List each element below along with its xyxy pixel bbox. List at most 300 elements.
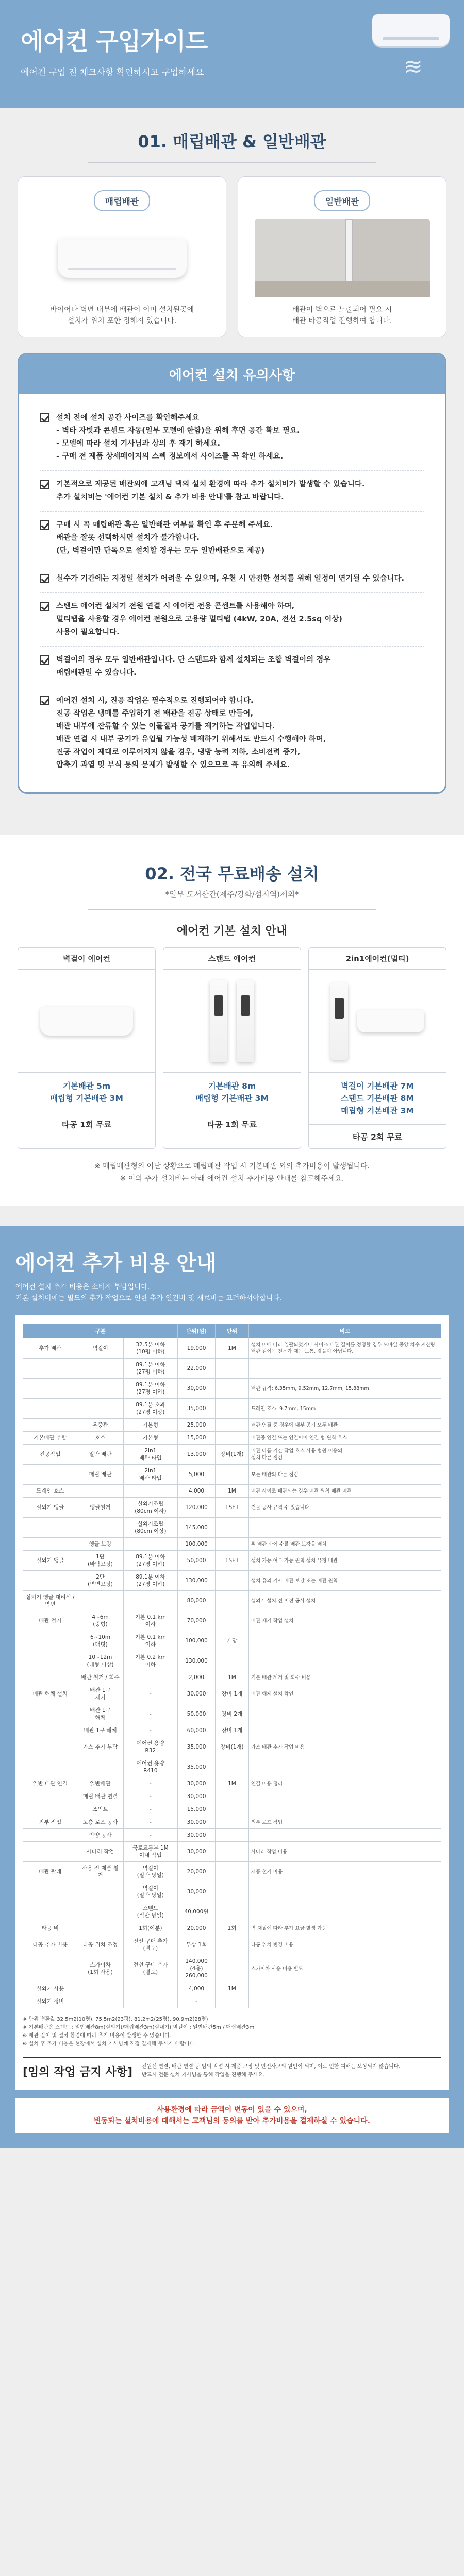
cell-note: 배관 다름 기간 작업 호스 사용 법원 이용의 설치 다른 점검 — [248, 1445, 441, 1465]
divider — [88, 162, 376, 163]
cell-note — [248, 1803, 441, 1816]
cell-subgroup: 사용 전 제품 철거 — [77, 1862, 123, 1882]
table-row — [23, 1955, 441, 1982]
table-header-row — [23, 1324, 441, 1338]
table-row — [23, 1757, 441, 1777]
notice-item — [40, 593, 424, 647]
cell-price: 120,000 — [178, 1498, 216, 1518]
cell-note: 배관 해체 설치 확인 — [248, 1684, 441, 1704]
divider — [88, 909, 376, 910]
section2-subtitle: *일부 도서산간(제주/강화/섬지역)제외* — [165, 890, 299, 899]
notice-item — [40, 404, 424, 471]
cell-price: 30,000 — [178, 1379, 216, 1399]
cell-subgroup — [77, 1399, 123, 1419]
table-row — [23, 1862, 441, 1882]
column-header: 단위(원) — [178, 1324, 216, 1338]
cell-subgroup: 일반배관 — [77, 1777, 123, 1790]
product-name: 스탠드 에어컨 — [163, 948, 301, 970]
cell-group: 배관 해체 설치 — [23, 1684, 77, 1704]
cell-unit — [216, 1419, 249, 1432]
cell-price: 4,000 — [178, 1485, 216, 1498]
cell-group — [23, 1379, 77, 1399]
cell-price: 30,000 — [178, 1777, 216, 1790]
cell-unit — [216, 1816, 249, 1829]
cell-price: 20,000 — [178, 1862, 216, 1882]
cell-price: 145,000 — [178, 1518, 216, 1538]
table-row — [23, 1777, 441, 1790]
cell-group — [23, 1419, 77, 1432]
cell-group: 실외기 앵글 — [23, 1498, 77, 1518]
cell-price: 100,000 — [178, 1538, 216, 1551]
table-row — [23, 1704, 441, 1724]
cell-unit — [216, 1955, 249, 1982]
cell-note: 연결 비용 정리 — [248, 1777, 441, 1790]
cell-unit — [216, 1379, 249, 1399]
product-list — [18, 947, 446, 1149]
cell-price: 130,000 — [178, 1651, 216, 1671]
notice-item — [40, 471, 424, 512]
wall-unit-image — [18, 970, 155, 1073]
cell-note — [248, 1518, 441, 1538]
cell-subgroup: 4~6m (중형) — [77, 1611, 123, 1631]
cell-subgroup: 스카이차 (1회 사용) — [77, 1955, 123, 1982]
cell-note: 스카이차 사용 비용 별도 — [248, 1955, 441, 1982]
table-row — [23, 1790, 441, 1803]
cell-item: 국토교통부 1M 이내 작업 — [123, 1842, 177, 1862]
forbidden-work-title: [임의 작업 금지 사항] — [23, 2065, 133, 2079]
cell-item: - — [123, 1777, 177, 1790]
cell-unit — [216, 1611, 249, 1631]
cell-unit — [216, 1902, 249, 1922]
cell-price: 30,000 — [178, 1842, 216, 1862]
cell-price: 30,000 — [178, 1882, 216, 1902]
table-row — [23, 1882, 441, 1902]
cell-subgroup — [77, 1882, 123, 1902]
cell-unit: 장비(1개) — [216, 1737, 249, 1757]
table-row — [23, 1465, 441, 1485]
cell-unit — [216, 1757, 249, 1777]
cell-item — [123, 1538, 177, 1551]
cell-item: - — [123, 1704, 177, 1724]
checkbox-icon — [40, 480, 49, 489]
cell-unit — [216, 1651, 249, 1671]
cell-note — [248, 1995, 441, 2008]
cell-price: 22,000 — [178, 1359, 216, 1379]
cell-subgroup — [77, 1591, 123, 1611]
cell-item: 실외기조립 (80cm 이하) — [123, 1498, 177, 1518]
cell-price: 35,000 — [178, 1399, 216, 1419]
cell-item: 2in1 배관 타입 — [123, 1465, 177, 1485]
cell-price: 140,000 (4층) 260,000 — [178, 1955, 216, 1982]
cell-price: 19,000 — [178, 1338, 216, 1359]
install-notice-box — [18, 353, 446, 794]
cell-item: - — [123, 1829, 177, 1842]
cell-note — [248, 1982, 441, 1995]
cell-group — [23, 1829, 77, 1842]
cell-subgroup: 호스 — [77, 1432, 123, 1445]
table-row — [23, 1379, 441, 1399]
cell-subgroup: 1단 (바닥고정) — [77, 1551, 123, 1571]
table-row — [23, 1518, 441, 1538]
cost-footnotes: ※ 단위 변환값 32.5m2(10평), 75.5m2(23평), 81.2m2(25평), 90.9m2(28평) ※ 기본배관은 스탠드 : 일반배관8m(실외기)/매립배관3m(실내기) 벽걸이 : 일반배관5m / 매립배관3m ※ 배관 길이 및 설치 환경에 따라 추가 비용이 발생할 수 있습니다. ※ 설치 후 추가 비용은 현장에서 설치 기사님께 직접 결제해 주시기 바랍니다. — [23, 2016, 255, 2047]
cell-price: 70,000 — [178, 1611, 216, 1631]
cell-price: 35,000 — [178, 1737, 216, 1757]
cell-group — [23, 1671, 77, 1684]
page-subtitle: 에어컨 구입 전 체크사항 확인하시고 구입하세요 — [21, 67, 204, 78]
cell-unit — [216, 1399, 249, 1419]
cell-item: 스탠드 (일반 당일) — [123, 1902, 177, 1922]
cell-price: 13,000 — [178, 1445, 216, 1465]
cell-subgroup — [77, 1982, 123, 1995]
section3-title: 에어컨 추가 비용 안내 — [15, 1251, 217, 1275]
cell-unit — [216, 1432, 249, 1445]
cell-note: 기본 배관 제거 및 회수 비용 — [248, 1671, 441, 1684]
cell-subgroup — [77, 1757, 123, 1777]
table-row — [23, 1338, 441, 1359]
piping-card-general — [238, 176, 446, 337]
table-row — [23, 1842, 441, 1862]
cell-note: 모든 배관의 다른 점검 — [248, 1465, 441, 1485]
cell-group: 기본배관 추합 — [23, 1432, 77, 1445]
cell-group — [23, 1955, 77, 1982]
cell-unit — [216, 1882, 249, 1902]
table-row — [23, 1359, 441, 1379]
table-row — [23, 1631, 441, 1651]
table-row — [23, 1432, 441, 1445]
cell-group: 실외기 사용 — [23, 1982, 77, 1995]
cell-item: 2in1 배관 타입 — [123, 1445, 177, 1465]
basic-install-title: 에어컨 기본 설치 안내 — [176, 925, 288, 938]
cell-unit: 장비 1개 — [216, 1684, 249, 1704]
table-row — [23, 1816, 441, 1829]
cell-subgroup: 우중관 — [77, 1419, 123, 1432]
cell-note: 건물 공사 규격 수 있습니다. — [248, 1498, 441, 1518]
table-row — [23, 1419, 441, 1432]
cell-subgroup: 10~12m (대형 이상) — [77, 1651, 123, 1671]
cell-note — [248, 1829, 441, 1842]
cell-item: - — [123, 1724, 177, 1737]
cell-subgroup: 배관 1구 해체 — [77, 1704, 123, 1724]
cell-item: 89.1분 이하 (27평 이하) — [123, 1359, 177, 1379]
section2-footnote: ※ 매립배관형의 어난 상황으로 매립배관 작업 시 기본배관 외의 추가비용이 발생됩니다. ※ 이외 추가 설치비는 아래 에어컨 설치 추가비용 안내를 참고해주세요. — [94, 1162, 370, 1183]
cell-price: 15,000 — [178, 1803, 216, 1816]
table-row — [23, 1591, 441, 1611]
section3-intro: 에어컨 설치 추가 비용은 소비자 부담입니다. 기본 설치비에는 별도의 추가 작업으로 인한 추가 인건비 및 재료비는 고려하셔야합니다. — [15, 1283, 282, 1302]
cell-subgroup: 사다리 작업 — [77, 1842, 123, 1862]
cell-price: 50,000 — [178, 1704, 216, 1724]
cell-group — [23, 1902, 77, 1922]
table-row — [23, 1399, 441, 1419]
cell-group — [23, 1882, 77, 1902]
cell-group — [23, 1359, 77, 1379]
cell-note: 드레인 호스: 9.7mm, 15mm — [248, 1399, 441, 1419]
cell-group — [23, 1842, 77, 1862]
table-row — [23, 1803, 441, 1816]
cell-group: 타공 비 — [23, 1922, 77, 1935]
cell-item: 기본형 — [123, 1432, 177, 1445]
notice-item — [40, 687, 424, 779]
cell-subgroup: 타공 위치 조정 — [77, 1935, 123, 1955]
notice-text: 스탠드 에어컨 설치기 전원 연결 시 에어컨 전용 콘센트를 사용해야 하며, 멀티탭을 사용할 경우 에어컨 전원으로 고용량 멀티탭 (4kW, 20A, 전선 2.5sq 이상) 사용이 필요합니다. — [56, 602, 342, 636]
piping-card-embedded — [18, 176, 226, 337]
cell-unit: 장비 1개 — [216, 1724, 249, 1737]
cell-subgroup — [77, 1485, 123, 1498]
cell-price: 60,000 — [178, 1724, 216, 1737]
cell-group: 외부 작업 — [23, 1816, 77, 1829]
table-row — [23, 1671, 441, 1684]
cell-group — [23, 1651, 77, 1671]
checkbox-icon — [40, 520, 49, 530]
cell-note — [248, 1882, 441, 1902]
cell-price: 50,000 — [178, 1551, 216, 1571]
cell-note: 설치 유의 기사 배관 보강 또는 배관 원칙 — [248, 1571, 441, 1591]
piping-card-label: 일반배관 — [314, 190, 371, 211]
cell-price: 30,000 — [178, 1816, 216, 1829]
cell-price: 무상 1회 — [178, 1935, 216, 1955]
piping-compare — [18, 176, 446, 337]
cell-group — [23, 1538, 77, 1551]
table-row — [23, 1571, 441, 1591]
cell-note: 설치 비에 따라 일괄되었거나 사이즈 배관 길이를 정정할 경우 모바일 중앙 치수 계산량 배관 길이는 전문가 재는 보통, 결을이 아닙니다. — [248, 1338, 441, 1359]
stand-unit-image — [163, 970, 301, 1073]
cell-note: 배관 사이로 배관되는 경우 배관 원칙 배관 배관 — [248, 1485, 441, 1498]
cell-item — [123, 1671, 177, 1684]
cell-subgroup — [77, 1902, 123, 1922]
notice-text: 기본적으로 제공된 배관외에 고객님 댁의 설치 환경에 따라 추가 설치비가 발생할 수 있습니다. 추가 설치비는 '에어컨 기본 설치 & 추가 비용 안내'를 참고 바랍니다. — [56, 480, 365, 501]
cell-unit: 장비 2개 — [216, 1704, 249, 1724]
cell-subgroup: 2단 (벽면고정) — [77, 1571, 123, 1591]
cell-group — [23, 1737, 77, 1757]
cell-unit: 1M — [216, 1338, 249, 1359]
cell-subgroup: 배관 철거 / 회수 — [77, 1671, 123, 1684]
piping-card-desc: 바이어나 벽면 내부에 배관이 이미 설치된곳에 설치가 위치 포한 정해져 있습니다. — [49, 306, 194, 325]
cell-group: 실외기 앵글 — [23, 1551, 77, 1571]
section-extra-cost — [0, 1226, 464, 2148]
cell-item: 89.1분 이하 (27평 이하) — [123, 1551, 177, 1571]
cell-note — [248, 1757, 441, 1777]
cell-item: 벽걸이 (일반 당일) — [123, 1882, 177, 1902]
cell-item — [123, 1982, 177, 1995]
cell-note: 제품 철거 비용 — [248, 1862, 441, 1882]
piping-card-desc: 배관이 벽으로 노출되어 필요 시 배관 타공작업 진행하여 합니다. — [292, 306, 392, 325]
cell-note — [248, 1902, 441, 1922]
product-spec: 기본배관 8m 매립형 기본배관 3M — [163, 1073, 301, 1112]
table-row — [23, 1724, 441, 1737]
cell-note: 배관 제거 작업 설치 — [248, 1611, 441, 1631]
cell-group — [23, 1465, 77, 1485]
cell-item: - — [123, 1803, 177, 1816]
cell-unit: 1M — [216, 1982, 249, 1995]
notice-text: 설치 전에 설치 공간 사이즈를 확인해주세요 - 벽타 자빗과 콘센트 자동(일부 모델에 한함)을 위해 후면 공간 확보 필요. - 모델에 따라 설치 기사님과 상의 후 재기 하세요. - 구매 전 제품 상세페이지의 스펙 정보에서 사이즈를 꼭 확인 하세요. — [56, 414, 300, 461]
cell-item: 에어컨 용량 R410 — [123, 1757, 177, 1777]
cell-price: 30,000 — [178, 1829, 216, 1842]
cell-note — [248, 1790, 441, 1803]
table-row — [23, 1902, 441, 1922]
table-row — [23, 1829, 441, 1842]
cell-unit: 1회 — [216, 1922, 249, 1935]
cell-note — [248, 1631, 441, 1651]
cell-price: 35,000 — [178, 1757, 216, 1777]
cell-note — [248, 1651, 441, 1671]
table-row — [23, 1651, 441, 1671]
cell-subgroup: 배관 1구 해체 — [77, 1724, 123, 1737]
cell-note: 위 배관 사이 수를 배관 보강을 배치 — [248, 1538, 441, 1551]
product-spec: 벽걸이 기본배관 7M 스탠드 기본배관 8M 매립형 기본배관 3M — [309, 1073, 446, 1125]
cell-group: 배관 팔레 — [23, 1862, 77, 1882]
cell-note — [248, 1359, 441, 1379]
checkbox-icon — [40, 655, 49, 665]
piping-card-label: 매립배관 — [94, 190, 151, 211]
product-card-multi — [308, 947, 446, 1149]
section-piping — [0, 108, 464, 809]
cell-price: 40,000원 — [178, 1902, 216, 1922]
page-title: 에어컨 구입가이드 — [21, 27, 208, 55]
cell-unit: 1SET — [216, 1498, 249, 1518]
notice-text: 에어컨 설치 시, 진공 작업은 필수적으로 진행되어야 합니다. 진공 작업은 냉매를 주입하기 전 배관을 진공 상태로 만들어, 배관 내부에 잔류할 수 있는 이물질과 공기를 제거하는 작업입니다. 배관 연결 시 내부 공기가 유입될 가능성 배제하기 위해서도 반드시 수행해야 하며, 진공 작업이 제대로 이루어지지 않을 경우, 냉방 능력 저하, 소비전력 증가, 압축기 과열 및 부식 등의 문제가 발생할 수 있으므로 꼭 유의해 주세요. — [56, 697, 326, 769]
bottom-note: 사용환경에 따라 금액이 변동이 있을 수 있으며, 변동되는 설치비용에 대해서는 고객님의 동의를 받아 추가비용을 결제하실 수 있습니다. — [15, 2098, 449, 2133]
cell-price: 20,000 — [178, 1922, 216, 1935]
cell-group: 드레인 호스 — [23, 1485, 77, 1498]
cell-subgroup: 인양 공사 — [77, 1829, 123, 1842]
cost-table-body — [23, 1338, 441, 2008]
cell-item: 전선 구매 추가 (별도) — [123, 1955, 177, 1982]
cell-subgroup: 6~10m (대형) — [77, 1631, 123, 1651]
table-row — [23, 1995, 441, 2008]
wind-icon: ≋ — [404, 54, 423, 80]
cell-note — [248, 1704, 441, 1724]
cell-group — [23, 1757, 77, 1777]
cell-price: 30,000 — [178, 1684, 216, 1704]
notice-text: 실수가 기간에는 지정일 설치가 어려울 수 있으며, 우천 시 안전한 설치를 위해 일정이 연기될 수 있습니다. — [56, 574, 405, 583]
product-spec: 기본배관 5m 매립형 기본배관 3M — [18, 1073, 155, 1112]
cell-subgroup — [77, 1922, 123, 1935]
column-header: 구분 — [23, 1324, 178, 1338]
cell-subgroup — [77, 1518, 123, 1538]
cell-group: 실외기 정비 — [23, 1995, 77, 2008]
cell-subgroup — [77, 1359, 123, 1379]
product-drilling: 타공 1회 무료 — [61, 1120, 112, 1129]
notice-title: 에어컨 설치 유의사항 — [19, 354, 445, 394]
forbidden-work-text: 전원선 연결, 배관 연결 등 임의 작업 시 제품 고장 및 안전사고의 원인이 되며, 이로 인한 피해는 보상되지 않습니다. 반드시 전문 설치 기사님을 통해 작업을 진행해 주세요. — [142, 2064, 401, 2078]
table-row — [23, 1551, 441, 1571]
cell-price: 80,000 — [178, 1591, 216, 1611]
notice-text: 벽걸이의 경우 모두 일반배관입니다. 단 스탠드와 함께 설치되는 조합 벽걸이의 경우 매립배관일 수 있습니다. — [56, 656, 331, 677]
notice-list — [19, 394, 445, 792]
cell-unit — [216, 1829, 249, 1842]
checkbox-icon — [40, 602, 49, 611]
cell-price: - — [178, 1995, 216, 2008]
notice-item — [40, 647, 424, 687]
cell-subgroup: 앵글철거 — [77, 1498, 123, 1518]
cell-item: 89.1분 이하 (27평 이하) — [123, 1379, 177, 1399]
section-free-delivery — [0, 835, 464, 1206]
column-header: 비고 — [248, 1324, 441, 1338]
cell-subgroup: 벽걸이 — [77, 1338, 123, 1359]
cell-note: 벽 재질에 따라 추가 요금 발생 가능 — [248, 1922, 441, 1935]
checkbox-icon — [40, 574, 49, 583]
cell-unit — [216, 1790, 249, 1803]
cell-note: 외부 로프 작업 — [248, 1816, 441, 1829]
cell-item: - — [123, 1790, 177, 1803]
cell-item: 실외기조립 (80cm 이상) — [123, 1518, 177, 1538]
exposed-pipe-image — [250, 219, 435, 297]
cell-unit — [216, 1538, 249, 1551]
cell-unit — [216, 1862, 249, 1882]
cell-unit — [216, 1803, 249, 1816]
cell-unit — [216, 1465, 249, 1485]
cell-unit — [216, 1842, 249, 1862]
cell-note: 실외기 설치 전 이전 공사 설치 — [248, 1591, 441, 1611]
cell-group — [23, 1399, 77, 1419]
cell-group — [23, 1631, 77, 1651]
product-name: 벽걸이 에어컨 — [18, 948, 155, 970]
cell-item — [123, 1485, 177, 1498]
product-drilling: 타공 1회 무료 — [207, 1120, 257, 1129]
product-drilling: 타공 2회 무료 — [352, 1132, 403, 1142]
cell-unit: 1SET — [216, 1551, 249, 1571]
notice-item — [40, 565, 424, 593]
multi-unit-image — [309, 970, 446, 1073]
cell-item: - — [123, 1684, 177, 1704]
notice-text: 구매 시 꼭 매립배관 혹은 일반배관 여부를 확인 후 주문해 주세요. 배관을 잘못 선택하시면 설치가 불가합니다. (단, 벽걸이만 단독으로 설치할 경우는 모두 일반배관으로 제공) — [56, 521, 273, 555]
cell-price: 2,000 — [178, 1671, 216, 1684]
cell-unit: 장비(1개) — [216, 1445, 249, 1465]
cell-price: 5,000 — [178, 1465, 216, 1485]
cell-group: 배관 철거 — [23, 1611, 77, 1631]
cell-item: 89.1분 이하 (27평 이하) — [123, 1571, 177, 1591]
cell-group — [23, 1803, 77, 1816]
cell-subgroup — [77, 1995, 123, 2008]
cell-unit — [216, 1591, 249, 1611]
cell-item: 기본형 — [123, 1419, 177, 1432]
checkbox-icon — [40, 413, 49, 422]
cell-item: 89.1분 초과 (27평 이상) — [123, 1399, 177, 1419]
cell-subgroup: 고층 로프 공사 — [77, 1816, 123, 1829]
cell-price: 15,000 — [178, 1432, 216, 1445]
header-banner — [0, 0, 464, 108]
cell-unit — [216, 1359, 249, 1379]
cell-unit — [216, 1571, 249, 1591]
cell-item — [123, 1995, 177, 2008]
product-name: 2in1에어컨(멀티) — [309, 948, 446, 970]
cell-subgroup: 조인트 — [77, 1803, 123, 1816]
air-conditioner-icon — [372, 14, 450, 46]
cell-note: 배관 연결 중 경우에 내부 공기 모두 배관 — [248, 1419, 441, 1432]
cell-unit: 개당 — [216, 1631, 249, 1651]
column-header: 단위 — [216, 1324, 249, 1338]
cell-group — [23, 1518, 77, 1538]
table-row — [23, 1538, 441, 1551]
section1-title: 01. 매립배관 & 일반배관 — [138, 132, 326, 151]
cell-unit — [216, 1995, 249, 2008]
cell-item: 1회(여분) — [123, 1922, 177, 1935]
cell-unit: 1M — [216, 1485, 249, 1498]
cell-note: 타공 위치 변경 비용 — [248, 1935, 441, 1955]
cell-group: 실외기 앵글 대리석 / 벽면 — [23, 1591, 77, 1611]
table-row — [23, 1982, 441, 1995]
cell-group — [23, 1724, 77, 1737]
cell-unit: 1M — [216, 1671, 249, 1684]
cell-subgroup — [77, 1379, 123, 1399]
cell-note: 설치 가능 여부 가능 원칙 설치 유형 배관 — [248, 1551, 441, 1571]
cell-item — [123, 1591, 177, 1611]
product-card-wall — [18, 947, 156, 1149]
cell-price: 25,000 — [178, 1419, 216, 1432]
cell-unit — [216, 1518, 249, 1538]
cell-group: 진공작업 — [23, 1445, 77, 1465]
cell-subgroup: 배관 1구 제거 — [77, 1684, 123, 1704]
product-card-stand — [163, 947, 301, 1149]
